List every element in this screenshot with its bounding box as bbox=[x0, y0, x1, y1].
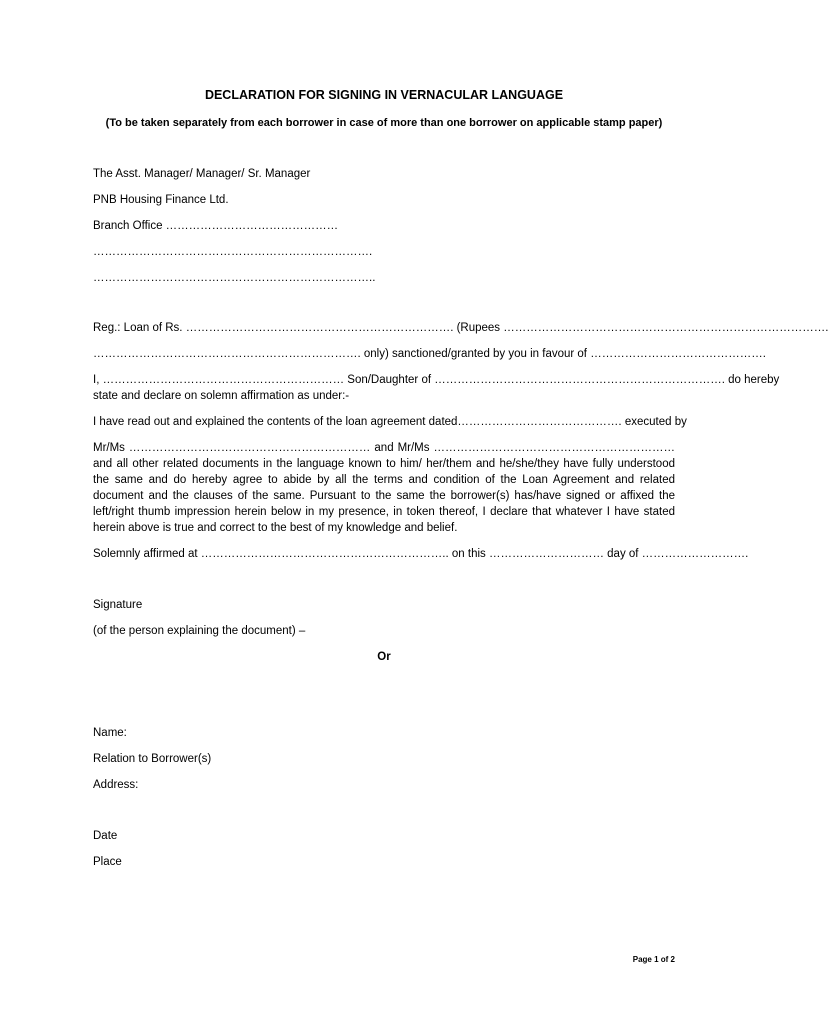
addressee-blank-line-1: ………………………………………………………………. bbox=[93, 246, 373, 258]
document-subtitle: (To be taken separately from each borrower in case of more than one borrower on applicable stamp paper) bbox=[105, 117, 663, 129]
addressee-designation: The Asst. Manager/ Manager/ Sr. Manager bbox=[93, 168, 311, 180]
signature-label: Signature bbox=[93, 599, 143, 611]
document-title: DECLARATION FOR SIGNING IN VERNACULAR LANGUAGE bbox=[204, 88, 564, 102]
page-number: Page 1 of 2 bbox=[632, 955, 675, 964]
date-label: Date bbox=[93, 830, 118, 842]
declarant-line: I, ……………………………………………………… Son/Daughter of …………………………………………………………………. do hereby bbox=[93, 374, 780, 386]
place-label: Place bbox=[93, 856, 122, 868]
declaration-paragraph: Mr/Ms ……………………………………………………… and Mr/Ms ……………………………………………………… and all other related documents in the language known to him/ her/them and he/she/they have fully understood the same and do hereby agree to abide by all the terms and condition of the Loan Agreement and related document and the clauses of the same. Pursuant to the same the borrower(s) has/have signed or affixed the left/right thumb impression herein below in my presence, in token thereof, I declare that whatever I have stated herein above is true and correct to the best of my knowledge and belief. bbox=[93, 442, 675, 534]
address-label: Address: bbox=[93, 779, 139, 791]
addressee-branch: Branch Office ……………………………………… bbox=[93, 220, 339, 232]
name-label: Name: bbox=[93, 727, 127, 739]
signature-note: (of the person explaining the document) – bbox=[93, 625, 306, 637]
reg-sanctioned-line: ……………………………………………………………. only) sanctioned/granted by you in favour of ………………………………………. bbox=[93, 348, 766, 360]
or-separator: Or bbox=[377, 651, 391, 663]
addressee-blank-line-2: ……………………………………………………………….. bbox=[93, 272, 376, 284]
addressee-company: PNB Housing Finance Ltd. bbox=[93, 194, 229, 206]
reg-loan-line: Reg.: Loan of Rs. ……………………………………………………………. (Rupees …………………………………………………………………………. bbox=[93, 322, 828, 334]
read-out-paragraph: I have read out and explained the contents of the loan agreement dated……………………………………. executed by bbox=[93, 416, 687, 428]
declarant-statement: state and declare on solemn affirmation as under:- bbox=[93, 390, 350, 402]
relation-label: Relation to Borrower(s) bbox=[93, 753, 212, 765]
solemnly-affirmed-line: Solemnly affirmed at ……………………………………………………….. on this ………………………… day of ………………………. bbox=[93, 548, 749, 560]
